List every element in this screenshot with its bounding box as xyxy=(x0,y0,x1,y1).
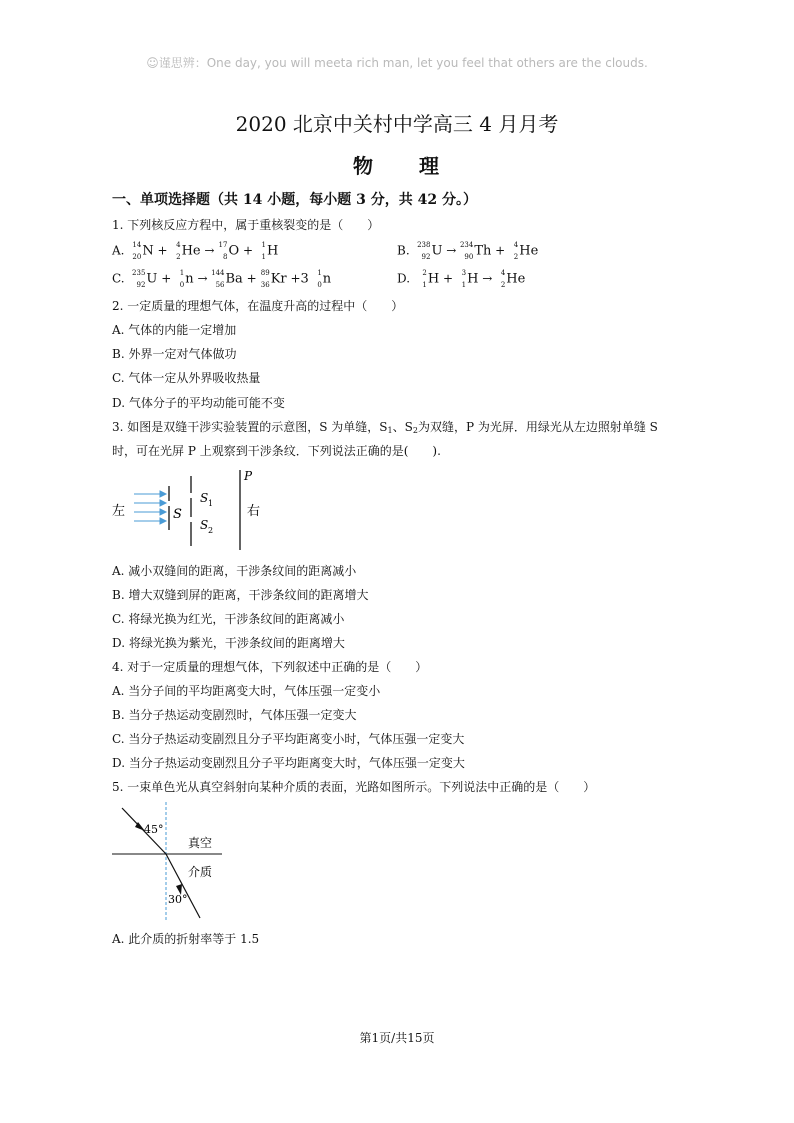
nuclide-prefix: 4 2 xyxy=(513,241,519,261)
exam-title: 2020 北京中关村中学高三 4 月月考 xyxy=(235,112,559,136)
q3-option-a: A. 减小双缝间的距离，干涉条纹间的距离减小 xyxy=(112,564,357,578)
nuclide-prefix: 14 20 xyxy=(132,241,142,261)
fig-s1-label: S xyxy=(200,491,209,505)
q1-option-b: B. 238 92 U → 234 90 Th + 4 2 He xyxy=(397,241,539,261)
section-heading: 一、单项选择题（共 14 小题，每小题 3 分，共 42 分。） xyxy=(112,192,477,208)
q3-stem-line-2: 时，可在光屏 P 上观察到干涉条纹．下列说法正确的是( ). xyxy=(112,444,441,458)
nuclide-prefix: 2 1 xyxy=(422,269,427,289)
q3-stem-line-1: 3. 如图是双缝干涉实验装置的示意图，S 为单缝，$S_1$、$S_2$为双缝，P 为光屏．用绿光从左边照射单缝 S xyxy=(112,420,658,435)
nuclide-prefix: 4 2 xyxy=(500,269,506,289)
refracted-ray xyxy=(166,854,200,918)
vacuum-label: 真空 xyxy=(188,836,213,850)
nuclide-prefix: 4 2 xyxy=(176,241,181,261)
q3-option-c: C. 将绿光换为红光，干涉条纹间的距离减小 xyxy=(112,612,345,626)
angle-incident-label: 45° xyxy=(144,823,164,836)
subject-heading xyxy=(0,150,794,179)
fig-left-label: 左 xyxy=(112,504,126,519)
page-footer: 第1页/共15页 xyxy=(359,1031,435,1045)
q5-stem: 5. 一束单色光从真空斜射向某种介质的表面，光路如图所示。下列说法中正确的是（ ） xyxy=(112,780,596,794)
q5-option-a: A. 此介质的折射率等于 1.5 xyxy=(112,932,260,946)
q3-option-d: D. 将绿光换为紫光，干涉条纹间的距离增大 xyxy=(112,636,345,650)
angle-refracted-label: 30° xyxy=(168,893,188,906)
nuclide-prefix: 3 1 xyxy=(461,269,467,289)
nuclide-prefix: 17 8 xyxy=(218,241,228,261)
nuclide-prefix: 89 36 xyxy=(260,269,270,289)
q1-stem: 1. 下列核反应方程中，属于重核裂变的是（ ） xyxy=(112,218,380,232)
fig-right-label: 右 xyxy=(247,504,261,519)
double-slit-diagram xyxy=(108,466,278,556)
q2-option-b: B. 外界一定对气体做功 xyxy=(112,347,237,361)
fig-s2-sub: 2 xyxy=(208,526,214,535)
q2-option-c: C. 气体一定从外界吸收热量 xyxy=(112,371,261,385)
nuclide-prefix: 1 0 xyxy=(317,269,322,289)
subject-char-1: 物 xyxy=(353,154,375,178)
q3-option-b: B. 增大双缝到屏的距离，干涉条纹间的距离增大 xyxy=(112,588,369,602)
fig-s2-label: S xyxy=(200,518,209,532)
q1-option-c: C. 235 92 U + 1 0 n → 144 56 Ba + 89 36 Kr +3 1 0 n xyxy=(112,269,332,289)
option-label: B. xyxy=(397,243,410,258)
q2-stem: 2. 一定质量的理想气体，在温度升高的过程中（ ） xyxy=(112,299,404,313)
subject-char-2: 理 xyxy=(419,154,441,178)
nuclide-prefix: 234 90 xyxy=(459,241,474,261)
q4-option-b: B. 当分子热运动变剧烈时，气体压强一定变大 xyxy=(112,708,357,722)
nuclide-prefix: 1 0 xyxy=(179,269,185,289)
q1-option-d: D. 2 1 H + 3 1 H → 4 2 He xyxy=(397,269,526,289)
refraction-diagram xyxy=(108,800,228,925)
nuclide-prefix: 144 56 xyxy=(211,269,225,289)
option-label: A. xyxy=(112,243,125,258)
fig-s-label: S xyxy=(173,507,182,522)
q4-option-c: C. 当分子热运动变剧烈且分子平均距离变小时，气体压强一定变大 xyxy=(112,732,465,746)
nuclide-prefix: 238 92 xyxy=(417,241,431,261)
q2-option-d: D. 气体分子的平均动能可能不变 xyxy=(112,396,285,410)
q2-option-a: A. 气体的内能一定增加 xyxy=(112,323,237,337)
option-label: D. xyxy=(397,271,411,286)
fig-p-label: P xyxy=(244,469,253,483)
q1-option-a: A. 14 20 N + 4 2 He → 17 8 O + 1 1 H xyxy=(112,241,279,261)
q4-option-a: A. 当分子间的平均距离变大时，气体压强一定变小 xyxy=(112,684,381,698)
q4-stem: 4. 对于一定质量的理想气体，下列叙述中正确的是（ ） xyxy=(112,660,428,674)
watermark: ☺谨思辨：One day, you will meeta rich man, let you feel that others are the clouds. xyxy=(146,56,648,70)
nuclide-prefix: 1 1 xyxy=(261,241,267,261)
fig-s1-sub: 1 xyxy=(208,499,214,508)
option-label: C. xyxy=(112,271,125,286)
light-arrows xyxy=(134,491,166,524)
q4-option-d: D. 当分子热运动变剧烈且分子平均距离变大时，气体压强一定变大 xyxy=(112,756,465,770)
medium-label: 介质 xyxy=(188,865,213,879)
nuclide-prefix: 235 92 xyxy=(132,269,146,289)
